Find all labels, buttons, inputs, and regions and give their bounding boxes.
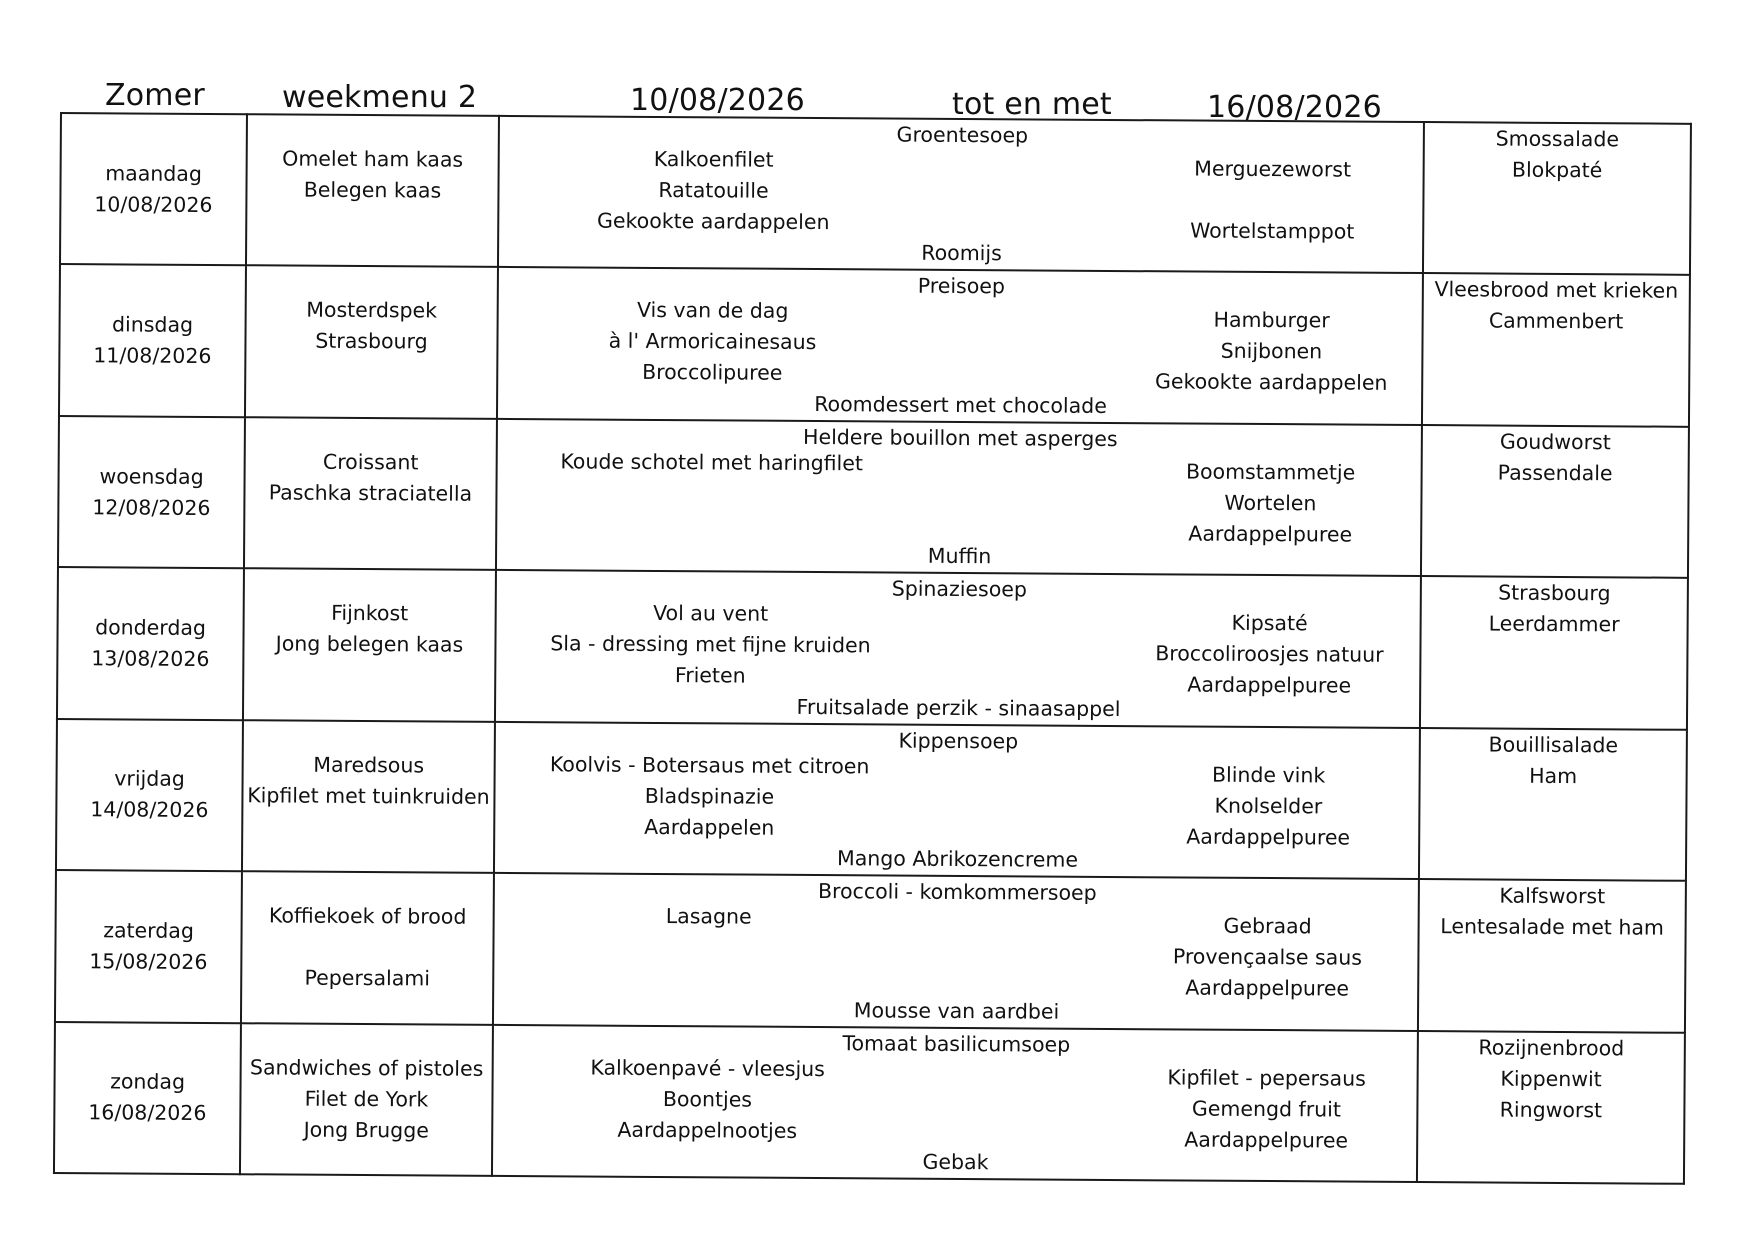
breakfast-cell [242,720,495,873]
evening-item: Blokpaté [1511,157,1603,183]
dessert: Roomijs [921,241,1002,266]
main-a-item: Boontjes [662,1086,753,1112]
day-name: donderdag [95,615,207,640]
main-dish-b [1118,759,1419,854]
main-b-item [1122,184,1422,217]
evening-item: Smossalade [1495,126,1620,152]
evening-item: Goudworst [1499,429,1611,455]
breakfast-item: Koffiekoek of brood [268,903,467,929]
evening-item: Kalfsworst [1499,883,1606,909]
day-date: 10/08/2026 [94,191,213,217]
day-date: 14/08/2026 [90,797,209,823]
breakfast-cell [246,114,499,267]
main-b-item: Snijbonen [1220,339,1323,364]
evening-cell [1423,122,1691,275]
main-b-item: Knolselder [1214,793,1323,819]
main-b-item: Provençaalse saus [1172,944,1363,970]
main-a-item: Lasagne [665,904,752,929]
day-date: 11/08/2026 [93,343,212,369]
evening-item: Lentesalade met ham [1440,914,1665,940]
evening-item: Passendale [1497,460,1613,486]
main-b-item: Aardappelpuree [1184,1127,1349,1153]
main-b-item: Kipsaté [1231,611,1308,636]
day-name: maandag [105,161,203,186]
soup: Tomaat basilicumsoep [842,1030,1071,1057]
breakfast-items [247,115,498,207]
breakfast-cell [243,568,496,721]
breakfast-item: Croissant [322,449,419,475]
day-cell [55,870,242,1023]
evening-cell [1418,879,1686,1032]
main-a-item: Koolvis - Botersaus met citroen [549,751,870,779]
main-a-item: Koude schotel met haringfilet [560,449,864,476]
main-a-item: Aardappelnootjes [617,1117,798,1143]
day-row [57,567,1688,729]
week-menu-table [53,112,1692,1185]
main-dish-b [1120,456,1421,551]
evening-item: Kippenwit [1500,1066,1602,1091]
soup: Heldere bouillon met asperges [803,424,1118,451]
main-b-item: Kipfilet - pepersaus [1167,1064,1366,1091]
breakfast-items [241,1024,492,1147]
main-a-item: Broccolipuree [642,360,783,386]
lunch-cell [497,267,1423,425]
day-cell [60,113,247,266]
main-a-item: Kalkoenfilet [653,146,774,172]
day-cell [54,1022,241,1175]
breakfast-item: Maredsous [313,752,425,778]
main-b-item: Gekookte aardappelen [1154,369,1388,396]
soup: Spinaziesoep [891,576,1028,602]
main-dish-a [498,294,927,390]
evening-cell [1420,576,1688,729]
main-b-item: Aardappelpuree [1185,975,1350,1001]
breakfast-items [245,418,496,510]
breakfast-items [243,721,494,813]
main-dish-b [1119,607,1420,702]
evening-item: Leerdammer [1488,611,1620,637]
main-b-item: Blinde vink [1211,762,1326,788]
breakfast-item: Fijnkost [331,601,409,626]
range-text: tot en met [952,87,1112,122]
main-b-item: Wortelstamppot [1190,218,1355,244]
start-date: 10/08/2026 [630,83,805,118]
main-a-item: Kalkoenpavé - vleesjus [590,1055,825,1081]
breakfast-item: Jong belegen kaas [275,631,464,657]
main-dish-a [498,446,926,480]
breakfast-items [242,872,493,995]
main-a-item: Aardappelen [644,814,775,840]
main-b-item: Aardappelpuree [1187,672,1352,698]
day-cell [59,264,246,417]
main-dish-b [1117,910,1418,1005]
main-dish-a [493,1051,922,1147]
main-a-item: Sla - dressing met fijne kruiden [550,631,871,658]
lunch-cell [498,116,1424,274]
day-row [56,719,1687,881]
evening-cell [1417,1031,1685,1184]
day-date: 12/08/2026 [92,494,211,520]
evening-cell [1422,273,1690,426]
day-name: zondag [110,1069,186,1095]
main-dish-b [1122,153,1423,248]
day-cell [56,719,243,872]
breakfast-item: Pepersalami [304,965,431,991]
breakfast-item: Filet de York [304,1086,429,1111]
day-date: 15/08/2026 [89,949,208,974]
day-name: zaterdag [103,918,194,943]
soup: Kippensoep [898,728,1019,754]
evening-item: Bouillisalade [1488,732,1619,758]
evening-item: Vleesbrood met krieken [1434,277,1679,304]
evening-item: Ringworst [1499,1097,1603,1122]
main-a-item: Bladspinazie [644,783,775,809]
main-b-item: Aardappelpuree [1186,824,1351,850]
day-row [59,264,1690,426]
main-b-item: Boomstammetje [1185,459,1356,485]
breakfast-item: Kipfilet met tuinkruiden [247,782,490,809]
breakfast-item: Paschka straciatella [268,480,473,506]
main-dish-a [499,143,928,239]
evening-item: Rozijnenbrood [1478,1034,1625,1060]
dessert: Roomdessert met chocolade [814,391,1107,418]
main-a-item: à l' Armoricainesaus [608,329,817,355]
season-label: Zomer [105,78,205,113]
main-a-item: Vol au vent [653,601,769,626]
soup: Groentesoep [896,122,1029,148]
menu-label: weekmenu 2 [282,80,478,115]
breakfast-cell [240,1023,493,1176]
breakfast-item [242,931,492,964]
breakfast-items [246,267,497,359]
day-cell [58,416,245,569]
evening-item: Cammenbert [1488,308,1624,334]
dessert: Muffin [927,544,992,569]
main-b-item: Merguezeworst [1194,156,1352,182]
dessert: Mango Abrikozencreme [837,846,1079,872]
lunch-cell [493,873,1419,1031]
breakfast-items [244,570,495,662]
main-dish-b [1116,1062,1417,1157]
breakfast-cell [241,871,494,1024]
main-b-item: Hamburger [1213,308,1330,333]
evening-cell [1421,425,1689,578]
breakfast-item: Mosterdspek [306,298,438,323]
main-dish-a [495,749,924,845]
breakfast-item: Sandwiches of pistoles [249,1054,484,1081]
day-date: 13/08/2026 [91,646,210,671]
end-date: 16/08/2026 [1207,90,1382,125]
main-dish-a [496,597,925,693]
breakfast-item: Strasbourg [315,329,428,354]
lunch-cell [494,722,1420,880]
lunch-cell [495,570,1421,728]
day-row [60,113,1691,275]
day-date: 16/08/2026 [88,1100,207,1126]
soup: Preisoep [917,274,1006,299]
dessert: Mousse van aardbei [853,997,1060,1024]
day-cell [57,567,244,720]
main-b-item: Wortelen [1224,490,1317,516]
dessert: Gebak [922,1149,989,1175]
main-b-item: Aardappelpuree [1188,521,1353,547]
evening-item: Ham [1529,763,1578,788]
main-dish-b [1121,304,1422,399]
evening-cell [1419,728,1687,881]
lunch-cell [492,1024,1418,1182]
main-a-item: Gekookte aardappelen [596,208,830,235]
lunch-cell [496,419,1422,577]
day-name: dinsdag [112,312,194,338]
soup: Broccoli - komkommersoep [817,879,1097,906]
breakfast-cell [245,266,498,419]
main-a-item: Frieten [674,663,746,688]
breakfast-cell [244,417,497,570]
breakfast-item: Jong Brugge [303,1117,429,1142]
breakfast-item: Belegen kaas [303,177,442,203]
main-dish-a [495,900,923,934]
evening-item: Strasbourg [1498,580,1611,606]
day-row [54,1022,1685,1184]
day-row [58,416,1689,578]
breakfast-item: Omelet ham kaas [282,146,464,172]
main-a-item: Ratatouille [658,177,769,203]
dessert: Fruitsalade perzik - sinaasappel [796,694,1121,721]
day-name: woensdag [99,463,204,489]
day-name: vrijdag [114,766,185,792]
main-b-item: Broccoliroosjes natuur [1155,641,1384,668]
day-row [55,870,1686,1032]
main-a-item: Vis van de dag [636,298,789,324]
main-b-item: Gebraad [1223,913,1312,939]
main-b-item: Gemengd fruit [1191,1096,1341,1122]
